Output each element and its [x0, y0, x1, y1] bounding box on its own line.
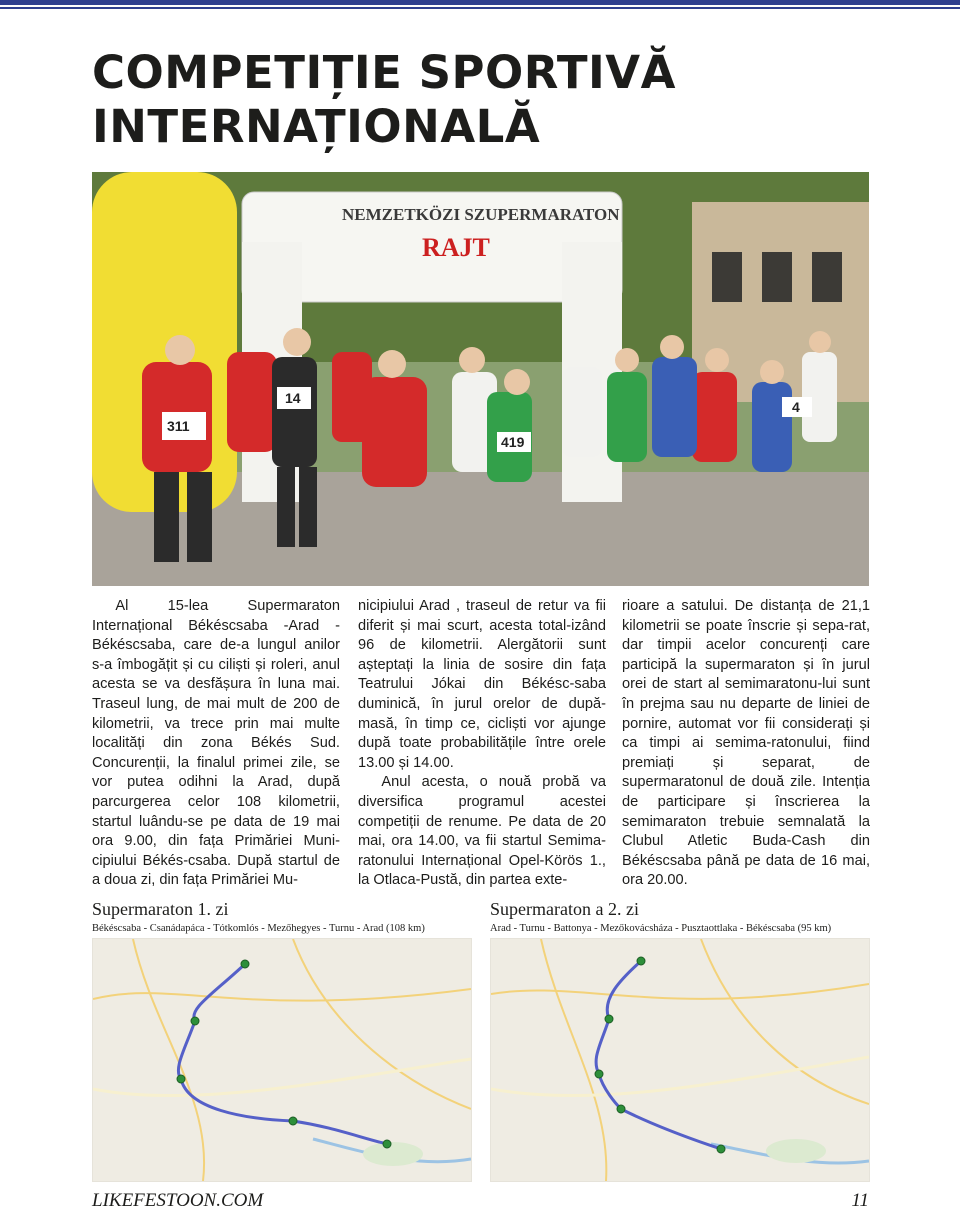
bib-number: 4 [792, 399, 800, 415]
bib-number: 311 [167, 418, 190, 434]
arch-sign-text: RAJT [422, 233, 490, 262]
map-2-route: Arad - Turnu - Battonya - Mezőkovácsháza - Pusztaottlaka - Békéscsaba (95 km) [490, 923, 832, 934]
map-1-header [92, 899, 425, 936]
paragraph: rioare a satului. De distanța de 21,1 kilometrii se poate înscrie și sepa-rat, dar timpii acelor concurenți care participă la supermaraton și în jurul orei de start al semimaratonu-lui sunt în prejma sau nu departe de liniei de pornire, automat vor fii considerați și ca timpi ai semima-ratonului, fiind premiați și separat, de supermaratonul de două zile. Intenția de participare și înscrierea la semimaraton trebuie semnalată la Clubul Atletic Buda-Cash din Békéscsaba până pe data de 16 mai, ora 20.00. [622, 598, 870, 889]
map-1-route: Békéscsaba - Csanádapáca - Tótkomlós - Mezőhegyes - Turnu - Arad (108 km) [92, 923, 425, 934]
article-column-1 [92, 597, 340, 891]
article-column-3 [622, 597, 870, 891]
route-map-day-1 [92, 938, 472, 1182]
top-rule [0, 0, 960, 10]
bib-number: 419 [501, 434, 525, 450]
bib-number: 14 [285, 390, 301, 406]
paragraph: Al 15-lea Supermaraton Internațional Békéscsaba -Arad - Békéscsaba, care de-a lungul anilor s-a îmbogățit și cu ciliști și roleri, anul acesta se va desfășura în luna mai. Traseul lung, de mai mult de 200 de kilometrii, va trece prin mai multe localități din zona Békés Sud. Concurenții, la finalul primei zile, se vor putea odihni la Arad, după parcurgerea celor 108 kilometrii, startul luându-se pe data de 19 mai ora 9.00, din fața Primăriei Muni-cipiului Békés-csaba. După startul de a doua zi, din fața Primăriei Mu- [92, 598, 340, 889]
map-2-title: Supermaraton a 2. zi [490, 899, 639, 919]
route-map-day-2 [490, 938, 870, 1182]
paragraph: Anul acesta, o nouă probă va diversifica programul acestei competiții de renume. Pe data de 20 mai, ora 14.00, va fii startul Semima-ratonului Internațional Opel-Körös 1., la Otlaca-Pustă, din partea exte- [358, 774, 606, 889]
arch-banner-text: NEMZETKÖZI SZUPERMARATON [342, 205, 620, 224]
marathon-start-photo [92, 172, 869, 586]
paragraph: nicipiului Arad , traseul de retur va fii diferit și mai scurt, acesta total-izând 96 de kilometrii. Alergătorii sunt așteptați la linia de sosire din fața Teatrului Jókai din Békésc-saba duminică, în jurul orelor de după-masă, în timp ce, cicliști vor ajunge după toate probabilitățile între orele 13.00 și 14.00. [358, 598, 606, 771]
article-title: COMPETIȚIE SPORTIVĂ INTERNAȚIONALĂ [92, 46, 676, 153]
footer-site-name: LIKEFESTOON.COM [92, 1190, 264, 1211]
map-2-header [490, 899, 831, 936]
page-number: 11 [851, 1190, 869, 1211]
map-1-title: Supermaraton 1. zi [92, 899, 229, 919]
article-column-2 [358, 597, 606, 891]
